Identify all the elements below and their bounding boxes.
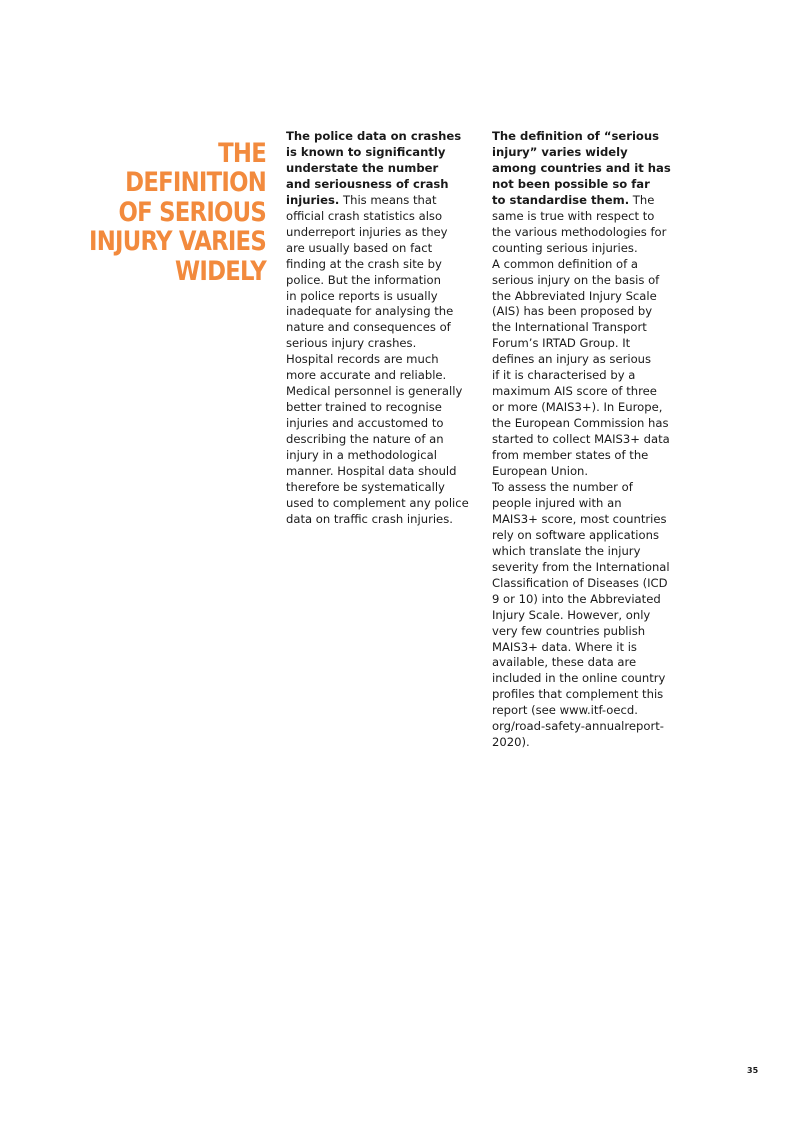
body-line: if it is characterised by a: [492, 368, 636, 383]
body-line: European Union.: [492, 464, 589, 479]
body-line: injury in a methodological: [286, 448, 437, 463]
body-line: Forum’s IRTAD Group. It: [492, 336, 631, 351]
body-line: report (see www.itf-oecd.: [492, 703, 638, 718]
body-line: more accurate and reliable.: [286, 368, 447, 383]
body-line: or more (MAIS3+). In Europe,: [492, 400, 663, 415]
paragraph: [492, 129, 687, 751]
body-line: counting serious injuries.: [492, 240, 638, 255]
body-line: very few countries publish: [492, 623, 646, 638]
body-line: A common definition of a: [492, 256, 639, 271]
body-line: the International Transport: [492, 320, 647, 335]
body-line: manner. Hospital data should: [286, 464, 457, 479]
body-line: better trained to recognise: [286, 400, 442, 415]
heading-line: DEFINITION: [125, 167, 267, 199]
body-line: therefore be systematically: [286, 479, 445, 494]
body-line: finding at the crash site by: [286, 256, 442, 271]
body-line: the Abbreviated Injury Scale: [492, 288, 657, 303]
lead-text: understate the number: [286, 160, 439, 175]
paragraph: [286, 129, 481, 528]
body-line: same is true with respect to: [492, 208, 655, 223]
body-line: serious injury on the basis of: [492, 272, 660, 287]
body-line: 2020).: [492, 735, 530, 750]
body-line: nature and consequences of: [286, 320, 451, 335]
body-line: are usually based on fact: [286, 240, 433, 255]
body-line: describing the nature of an: [286, 432, 444, 447]
body-line: from member states of the: [492, 448, 649, 463]
heading-line: WIDELY: [175, 255, 266, 287]
body-text: This means that: [339, 192, 437, 207]
heading-line: THE: [218, 137, 266, 169]
lead-text: injury” varies widely: [492, 144, 628, 159]
body-line: in police reports is usually: [286, 288, 438, 303]
body-line: 9 or 10) into the Abbreviated: [492, 591, 661, 606]
body-column-2: [492, 129, 687, 751]
body-line: the various methodologies for: [492, 224, 667, 239]
lead-text: The police data on crashes: [286, 129, 462, 143]
lead-text: to standardise them.: [492, 192, 630, 207]
heading-line: INJURY VARIES: [89, 226, 266, 258]
heading-line: OF SERIOUS: [118, 196, 266, 228]
body-line: Classification of Diseases (ICD: [492, 575, 668, 590]
body-line: used to complement any police: [286, 495, 469, 510]
body-line: MAIS3+ score, most countries: [492, 511, 667, 526]
lead-text: is known to significantly: [286, 144, 446, 159]
body-line: defines an injury as serious: [492, 352, 652, 367]
body-line: MAIS3+ data. Where it is: [492, 639, 637, 654]
body-line: injuries and accustomed to: [286, 416, 444, 431]
body-line: Hospital records are much: [286, 352, 439, 367]
body-line: included in the online country: [492, 671, 666, 686]
body-line: rely on software applications: [492, 527, 660, 542]
body-line: official crash statistics also: [286, 208, 443, 223]
body-line: which translate the injury: [492, 543, 641, 558]
body-column-1: [286, 129, 481, 528]
body-text: The: [629, 192, 655, 207]
body-line: underreport injuries as they: [286, 224, 448, 239]
body-line: (AIS) has been proposed by: [492, 304, 653, 319]
body-line: org/road-safety-annualreport-: [492, 719, 664, 734]
body-line: Medical personnel is generally: [286, 384, 463, 399]
body-line: serious injury crashes.: [286, 336, 417, 351]
body-line: inadequate for analysing the: [286, 304, 454, 319]
body-line: severity from the International: [492, 559, 670, 574]
body-line: started to collect MAIS3+ data: [492, 432, 670, 447]
lead-text: among countries and it has: [492, 160, 671, 175]
lead-text: The definition of “serious: [492, 129, 660, 143]
body-line: profiles that complement this: [492, 687, 664, 702]
section-heading: [60, 139, 266, 287]
body-line: maximum AIS score of three: [492, 384, 657, 399]
lead-text: not been possible so far: [492, 176, 650, 191]
body-line: Injury Scale. However, only: [492, 607, 651, 622]
body-line: To assess the number of: [492, 479, 633, 494]
lead-text: and seriousness of crash: [286, 176, 449, 191]
lead-text: injuries.: [286, 192, 340, 207]
body-line: the European Commission has: [492, 416, 669, 431]
page-number: 35: [747, 1066, 759, 1075]
body-line: data on traffic crash injuries.: [286, 511, 453, 526]
body-line: available, these data are: [492, 655, 637, 670]
body-line: people injured with an: [492, 495, 622, 510]
body-line: police. But the information: [286, 272, 441, 287]
